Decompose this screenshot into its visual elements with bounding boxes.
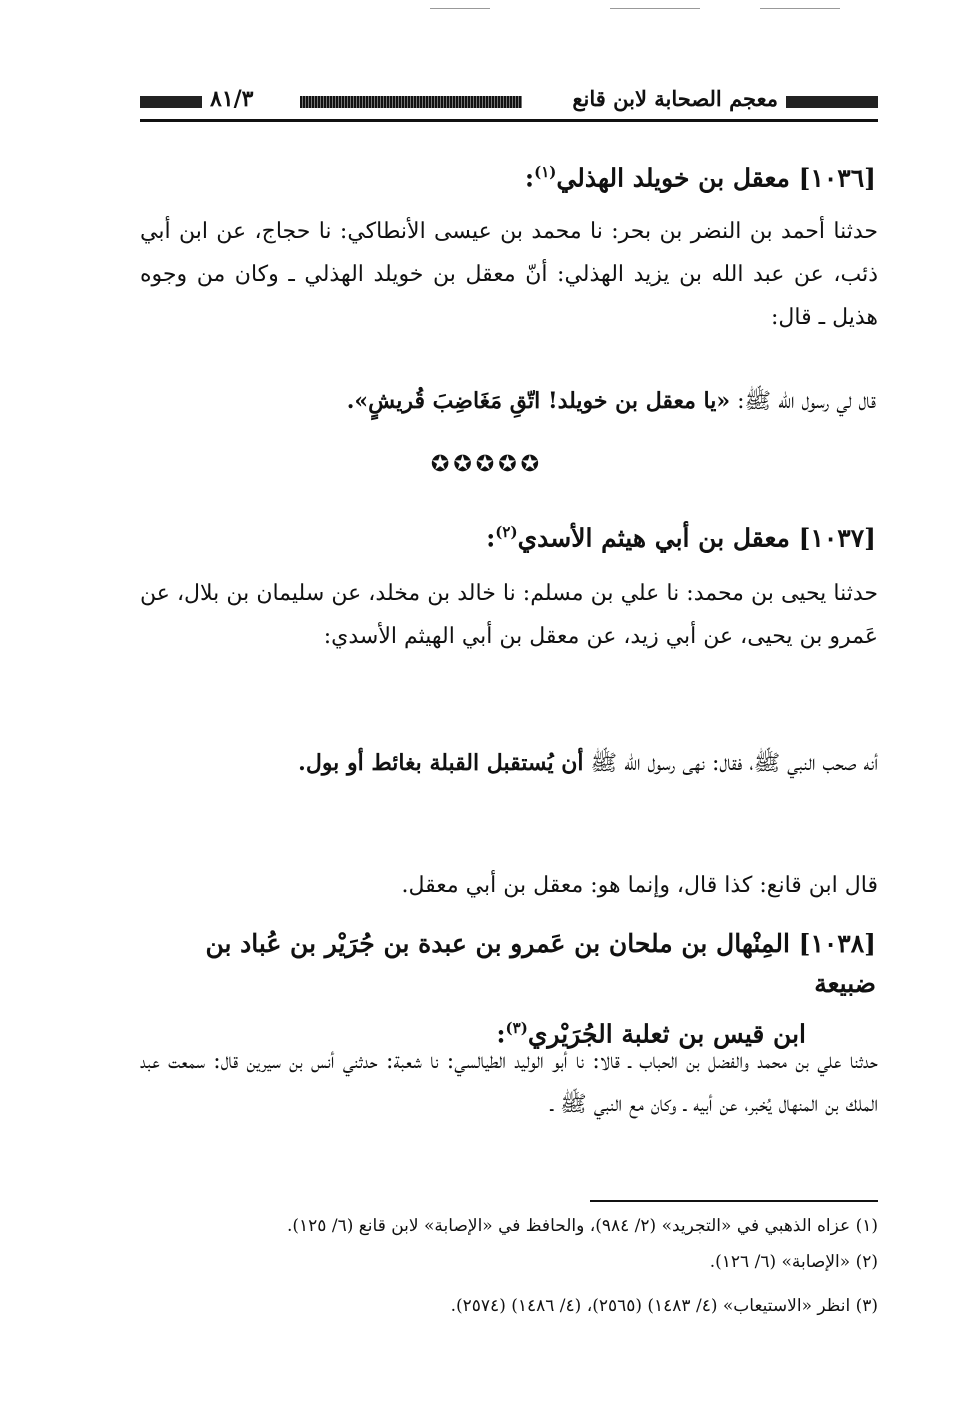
footnote-2: (٢) «الإصابة» (٦/ ١٢٦). <box>709 1252 878 1272</box>
footnote-ref: (١) <box>534 163 557 181</box>
scan-mark <box>760 8 840 9</box>
entry-title-text: [١٠٣٧] معقل بن أبي هيثم الأسدي <box>517 523 876 553</box>
entry-title-text: ابن قيس بن ثعلبة الجُرَيْري <box>527 1019 806 1049</box>
entry-title-colon: : <box>524 163 535 193</box>
entry-1038-paragraph-1: حدثنا علي بن محمد والفضل بن الحباب ـ قالا: نا أبو الوليد الطيالسي: نا شعبة: حدثني أنس بن سيرين قال: سمعت عبد الملك بن المنهال يُخبر، عن أبيه ـ وكان مع النبي ﷺ ـ <box>140 1049 878 1117</box>
footnote-ref: (٢) <box>495 523 518 541</box>
entry-1036-paragraph-1: حدثنا أحمد بن النضر بن بحر: نا محمد بن عيسى الأنطاكي: نا حجاج، عن ابن أبي ذئب، عن عبد الله بن يزيد الهذلي: أنّ معقل بن خويلد الهذلي ـ وكان من وجوه هذيل ـ قال: <box>140 219 878 330</box>
hadith-intro: قال لي رسول الله ﷺ: <box>730 389 876 414</box>
entry-1037-paragraph-1: حدثنا يحيى بن محمد: نا علي بن مسلم: نا خالد بن مخلد، عن سليمان بن بلال، عن عَمرو بن يحيى، عن أبي زيد، عن معقل بن أبي الهيثم الأسدي: <box>140 581 878 649</box>
entry-title-line-1: [١٠٣٨] المِنْهال بن ملحان بن عَمرو بن عبدة بن جُرَيْر بن عُباد بن ضبيعة <box>205 929 876 998</box>
scan-mark <box>430 8 490 9</box>
header-ornament <box>786 96 878 108</box>
entry-title-text: [١٠٣٦] معقل بن خويلد الهذلي <box>556 163 876 193</box>
entry-1037-paragraph-3: قال ابن قانع: كذا قال، وإنما هو: معقل بن أبي معقل. <box>401 873 878 898</box>
separator-stars: ✪✪✪✪✪ <box>430 452 544 477</box>
entry-1038-title <box>136 924 876 1054</box>
book-title: معجم الصحابة لابن قانع <box>572 86 778 111</box>
header-rule <box>140 119 878 122</box>
footnote-3: (٣) انظر «الاستيعاب» (٤/ ١٤٨٣) (٢٥٦٥)، (٤/ ١٤٨٦) (٢٥٧٤). <box>450 1296 878 1316</box>
entry-1037-paragraph-2 <box>140 742 878 785</box>
report-intro: أنه صحب النبي ﷺ، فقال: نهى رسول الله ﷺ <box>583 751 878 776</box>
entry-1036-title <box>136 152 876 198</box>
section-separator <box>0 452 974 477</box>
footnote-rule <box>590 1200 878 1202</box>
header-ornament <box>140 96 202 108</box>
header-ornament <box>300 96 522 108</box>
scan-mark <box>610 8 700 9</box>
footnote-1: (١) عزاه الذهبي في «التجريد» (٢/ ٩٨٤)، والحافظ في «الإصابة» لابن قانع (٦/ ١٢٥). <box>286 1216 878 1236</box>
entry-1036-paragraph-2 <box>138 380 876 423</box>
footnote-ref: (٣) <box>505 1019 528 1037</box>
entry-title-colon: : <box>486 523 496 553</box>
page-number: ٨١/٣ <box>210 86 254 112</box>
hadith-text: أن يُستقبل القبلة بغائط أو بول. <box>298 750 584 776</box>
running-header <box>140 86 878 122</box>
entry-title-colon: : <box>496 1019 506 1049</box>
hadith-text: «يا معقل بن خويلد! اتّقِ مَغَاضِبَ قُريشٍ». <box>346 388 731 414</box>
entry-1037-title <box>136 512 876 558</box>
